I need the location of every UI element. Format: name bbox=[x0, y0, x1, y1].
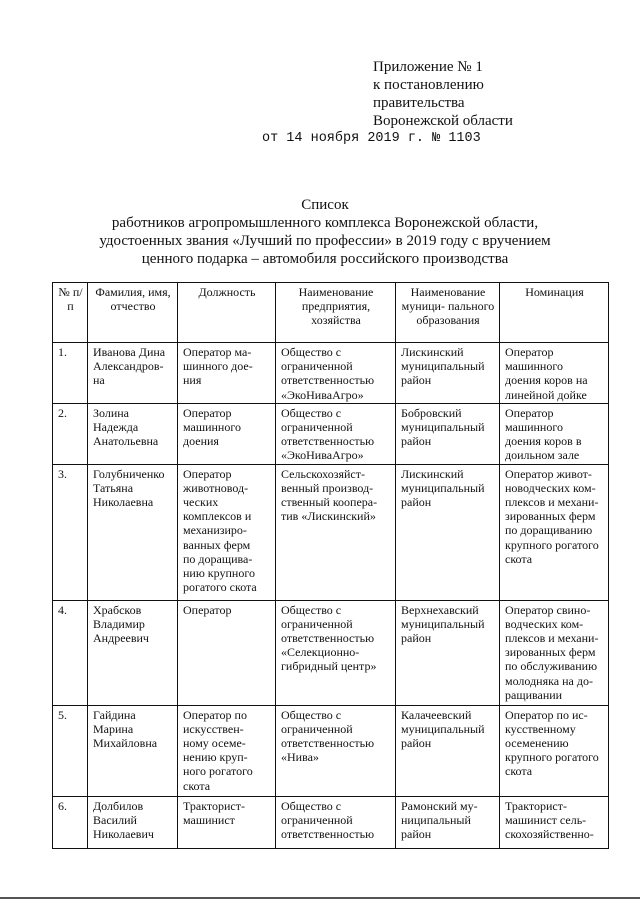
cell-number: 3. bbox=[53, 464, 88, 600]
cell-municipality: Лискинский муниципальный район bbox=[396, 343, 500, 404]
cell-municipality: Бобровский муниципальный район bbox=[396, 403, 500, 464]
page-bottom-rule bbox=[0, 897, 640, 899]
table-header-row bbox=[53, 283, 609, 343]
cell-position: Оператор животновод- ческих комплексов и механизиро- ванных ферм по доращива- нию крупного рогатого скота bbox=[178, 464, 276, 600]
awardees-table bbox=[52, 282, 609, 849]
table-row bbox=[53, 705, 609, 796]
table-row bbox=[53, 464, 609, 600]
cell-name: Храбсков Владимир Андреевич bbox=[88, 600, 178, 705]
cell-nomination: Оператор свино- водческих ком- плексов и механи- зированных ферм по обслуживанию молодняка на до- ращивании bbox=[500, 600, 609, 705]
cell-position: Оператор ма- шинного дое- ния bbox=[178, 343, 276, 404]
appendix-line: Воронежской области bbox=[373, 113, 513, 129]
cell-nomination: Оператор живот- новодческих ком- плексов и механи- зированных ферм по доращиванию крупного рогатого скота bbox=[500, 464, 609, 600]
cell-name: Голубниченко Татьяна Николаевна bbox=[88, 464, 178, 600]
cell-nomination: Тракторист- машинист сель- скохозяйственно- bbox=[500, 796, 609, 848]
cell-number: 1. bbox=[53, 343, 88, 404]
cell-name: Гайдина Марина Михайловна bbox=[88, 705, 178, 796]
header-municipality: Наименование муници- пального образования bbox=[396, 283, 500, 343]
cell-number: 4. bbox=[53, 600, 88, 705]
appendix-line: Приложение № 1 bbox=[373, 59, 483, 75]
cell-enterprise: Общество с ограниченной ответственностью «ЭкоНиваАгро» bbox=[276, 403, 396, 464]
cell-enterprise: Общество с ограниченной ответственностью «Селекционно- гибридный центр» bbox=[276, 600, 396, 705]
cell-enterprise: Сельскохозяйст- венный производ- ственный коопера- тив «Лискинский» bbox=[276, 464, 396, 600]
decree-reference: от 14 ноября 2019 г. № 1103 bbox=[262, 131, 481, 146]
cell-enterprise: Общество с ограниченной ответственностью bbox=[276, 796, 396, 848]
header-name: Фамилия, имя, отчество bbox=[88, 283, 178, 343]
table-row bbox=[53, 796, 609, 848]
cell-number: 5. bbox=[53, 705, 88, 796]
cell-nomination: Оператор по ис- кусственному осеменению крупного рогатого скота bbox=[500, 705, 609, 796]
title-line: работников агропромышленного комплекса Воронежской области, bbox=[111, 215, 539, 231]
appendix-block bbox=[373, 58, 513, 130]
appendix-line: правительства bbox=[373, 95, 465, 111]
cell-name: Долбилов Василий Николаевич bbox=[88, 796, 178, 848]
header-nomination: Номинация bbox=[500, 283, 609, 343]
cell-number: 6. bbox=[53, 796, 88, 848]
table-row bbox=[53, 343, 609, 404]
cell-enterprise: Общество с ограниченной ответственностью «ЭкоНиваАгро» bbox=[276, 343, 396, 404]
cell-number: 2. bbox=[53, 403, 88, 464]
cell-nomination: Оператор машинного доения коров на линейной дойке bbox=[500, 343, 609, 404]
header-enterprise: Наименование предприятия, хозяйства bbox=[276, 283, 396, 343]
cell-position: Тракторист- машинист bbox=[178, 796, 276, 848]
table-row bbox=[53, 403, 609, 464]
cell-position: Оператор машинного доения bbox=[178, 403, 276, 464]
cell-position: Оператор bbox=[178, 600, 276, 705]
cell-enterprise: Общество с ограниченной ответственностью «Нива» bbox=[276, 705, 396, 796]
cell-position: Оператор по искусствен- ному осеме- нению круп- ного рогатого скота bbox=[178, 705, 276, 796]
cell-municipality: Лискинский муниципальный район bbox=[396, 464, 500, 600]
document-title bbox=[60, 196, 590, 268]
title-line: удостоенных звания «Лучший по профессии» в 2019 году с вручением bbox=[99, 233, 551, 249]
cell-name: Иванова Дина Александров- на bbox=[88, 343, 178, 404]
cell-name: Золина Надежда Анатольевна bbox=[88, 403, 178, 464]
header-position: Должность bbox=[178, 283, 276, 343]
cell-municipality: Верхнехавский муниципальный район bbox=[396, 600, 500, 705]
cell-municipality: Рамонский му- ниципальный район bbox=[396, 796, 500, 848]
table-row bbox=[53, 600, 609, 705]
title-heading: Список bbox=[301, 197, 349, 213]
title-line: ценного подарка – автомобиля российского производства bbox=[141, 251, 509, 267]
cell-nomination: Оператор машинного доения коров в доильном зале bbox=[500, 403, 609, 464]
appendix-line: к постановлению bbox=[373, 77, 484, 93]
header-number: № п/п bbox=[53, 283, 88, 343]
cell-municipality: Калачеевский муниципальный район bbox=[396, 705, 500, 796]
